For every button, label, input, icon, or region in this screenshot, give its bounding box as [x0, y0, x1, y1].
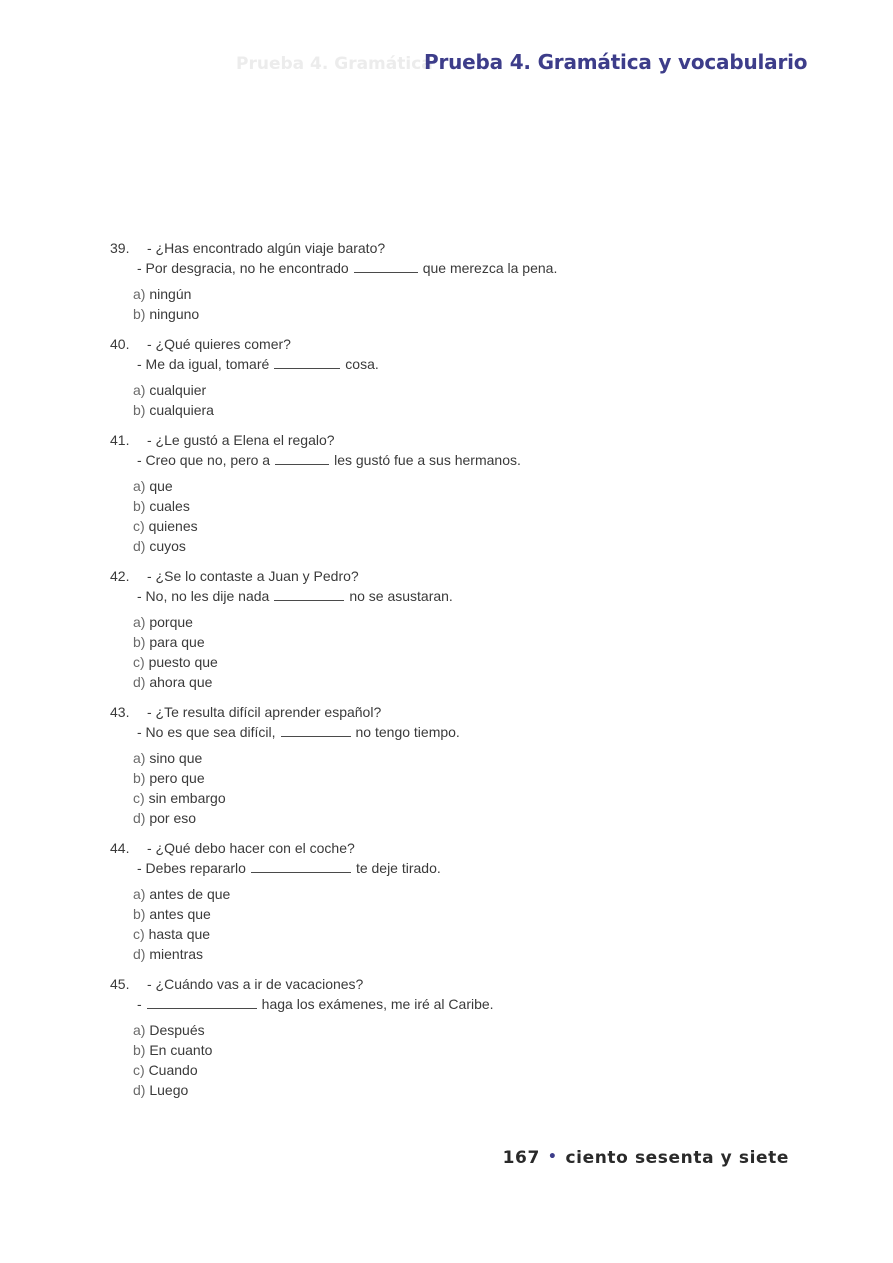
- question-prompt: - ¿Te resulta difícil aprender español?: [147, 704, 382, 720]
- option-letter: b): [133, 498, 146, 514]
- question-prompt: - ¿Qué quieres comer?: [147, 336, 291, 352]
- option-letter: c): [133, 654, 145, 670]
- option-letter: b): [133, 306, 146, 322]
- option-item: [133, 496, 810, 516]
- option-text: En cuanto: [149, 1042, 213, 1058]
- answer-blank: [281, 723, 351, 737]
- option-text: puesto que: [148, 654, 218, 670]
- question-45: [110, 974, 810, 1100]
- option-item: [133, 672, 810, 692]
- option-item: [133, 516, 810, 536]
- option-list: [110, 748, 810, 828]
- question-number: 43.: [110, 704, 130, 720]
- question-44: [110, 838, 810, 964]
- option-item: [133, 904, 810, 924]
- answer-blank: [274, 587, 344, 601]
- option-text: Cuando: [148, 1062, 198, 1078]
- option-item: [133, 924, 810, 944]
- question-prompt: - ¿Qué debo hacer con el coche?: [147, 840, 355, 856]
- option-text: mientras: [149, 946, 204, 962]
- page-number-words: ciento sesenta y siete: [565, 1148, 789, 1168]
- answer-blank: [274, 355, 340, 369]
- option-item: [133, 652, 810, 672]
- option-item: [133, 476, 810, 496]
- option-letter: a): [133, 750, 146, 766]
- option-letter: c): [133, 1062, 145, 1078]
- question-prompt: - ¿Has encontrado algún viaje barato?: [147, 240, 386, 256]
- option-letter: d): [133, 674, 146, 690]
- option-list: [110, 380, 810, 420]
- answer-before: - No es que sea difícil,: [137, 724, 276, 740]
- question-number: 40.: [110, 336, 130, 352]
- option-item: [133, 632, 810, 652]
- answer-before: -: [137, 996, 142, 1012]
- option-letter: d): [133, 946, 146, 962]
- option-letter: c): [133, 518, 145, 534]
- question-number: 41.: [110, 432, 130, 448]
- option-letter: a): [133, 886, 146, 902]
- answer-after: no se asustaran.: [349, 588, 453, 604]
- option-letter: c): [133, 790, 145, 806]
- option-text: sin embargo: [148, 790, 226, 806]
- option-letter: a): [133, 1022, 146, 1038]
- option-text: cuales: [149, 498, 190, 514]
- option-item: [133, 612, 810, 632]
- option-item: [133, 1020, 810, 1040]
- option-letter: c): [133, 926, 145, 942]
- option-text: porque: [149, 614, 193, 630]
- answer-blank: [275, 451, 329, 465]
- answer-after: haga los exámenes, me iré al Caribe.: [261, 996, 494, 1012]
- question-list: [110, 238, 810, 1110]
- option-list: [110, 476, 810, 556]
- page-title: Prueba 4. Gramática y vocabulario: [424, 50, 808, 74]
- option-letter: a): [133, 286, 146, 302]
- option-list: [110, 1020, 810, 1100]
- option-text: antes que: [149, 906, 211, 922]
- option-item: [133, 884, 810, 904]
- option-text: Luego: [149, 1082, 189, 1098]
- option-letter: a): [133, 478, 146, 494]
- question-42: [110, 566, 810, 692]
- answer-blank: [251, 859, 351, 873]
- option-letter: b): [133, 906, 146, 922]
- answer-before: - Debes repararlo: [137, 860, 246, 876]
- option-letter: a): [133, 382, 146, 398]
- option-item: [133, 788, 810, 808]
- option-text: cualquier: [149, 382, 207, 398]
- option-list: [110, 612, 810, 692]
- option-text: por eso: [149, 810, 197, 826]
- option-letter: b): [133, 1042, 146, 1058]
- option-text: ahora que: [149, 674, 213, 690]
- option-text: cuyos: [149, 538, 186, 554]
- question-number: 39.: [110, 240, 130, 256]
- page-footer: [503, 1148, 789, 1168]
- option-letter: b): [133, 634, 146, 650]
- question-39: [110, 238, 810, 324]
- option-item: [133, 400, 810, 420]
- answer-after: no tengo tiempo.: [355, 724, 460, 740]
- option-item: [133, 536, 810, 556]
- question-number: 42.: [110, 568, 130, 584]
- question-prompt: - ¿Le gustó a Elena el regalo?: [147, 432, 335, 448]
- option-letter: d): [133, 538, 146, 554]
- question-number: 44.: [110, 840, 130, 856]
- option-item: [133, 944, 810, 964]
- option-letter: a): [133, 614, 146, 630]
- bullet-separator: •: [547, 1149, 558, 1165]
- answer-before: - Creo que no, pero a: [137, 452, 271, 468]
- option-text: pero que: [149, 770, 205, 786]
- question-prompt: - ¿Se lo contaste a Juan y Pedro?: [147, 568, 359, 584]
- answer-after: cosa.: [345, 356, 379, 372]
- answer-before: - Por desgracia, no he encontrado: [137, 260, 349, 276]
- option-letter: b): [133, 770, 146, 786]
- option-text: sino que: [149, 750, 203, 766]
- question-number: 45.: [110, 976, 130, 992]
- option-text: que: [149, 478, 173, 494]
- question-41: [110, 430, 810, 556]
- option-text: quienes: [148, 518, 198, 534]
- option-item: [133, 304, 810, 324]
- question-43: [110, 702, 810, 828]
- answer-blank: [354, 259, 418, 273]
- page-number: 167: [502, 1148, 540, 1168]
- question-prompt: - ¿Cuándo vas a ir de vacaciones?: [147, 976, 364, 992]
- option-item: [133, 1060, 810, 1080]
- option-letter: d): [133, 1082, 146, 1098]
- option-text: antes de que: [149, 886, 231, 902]
- option-item: [133, 1040, 810, 1060]
- option-letter: d): [133, 810, 146, 826]
- option-text: ninguno: [149, 306, 200, 322]
- option-letter: b): [133, 402, 146, 418]
- option-text: hasta que: [148, 926, 211, 942]
- option-list: [110, 284, 810, 324]
- option-item: [133, 768, 810, 788]
- answer-blank: [147, 995, 257, 1009]
- answer-before: - No, no les dije nada: [137, 588, 270, 604]
- option-text: para que: [149, 634, 205, 650]
- option-item: [133, 1080, 810, 1100]
- option-text: ningún: [149, 286, 192, 302]
- answer-before: - Me da igual, tomaré: [137, 356, 270, 372]
- option-list: [110, 884, 810, 964]
- option-item: [133, 748, 810, 768]
- option-text: Después: [149, 1022, 205, 1038]
- option-item: [133, 808, 810, 828]
- answer-after: te deje tirado.: [355, 860, 441, 876]
- option-item: [133, 284, 810, 304]
- header-ghost-text: Prueba 4. Gramática: [236, 54, 433, 74]
- question-40: [110, 334, 810, 420]
- option-text: cualquiera: [149, 402, 214, 418]
- answer-after: que merezca la pena.: [422, 260, 558, 276]
- answer-after: les gustó fue a sus hermanos.: [334, 452, 521, 468]
- option-item: [133, 380, 810, 400]
